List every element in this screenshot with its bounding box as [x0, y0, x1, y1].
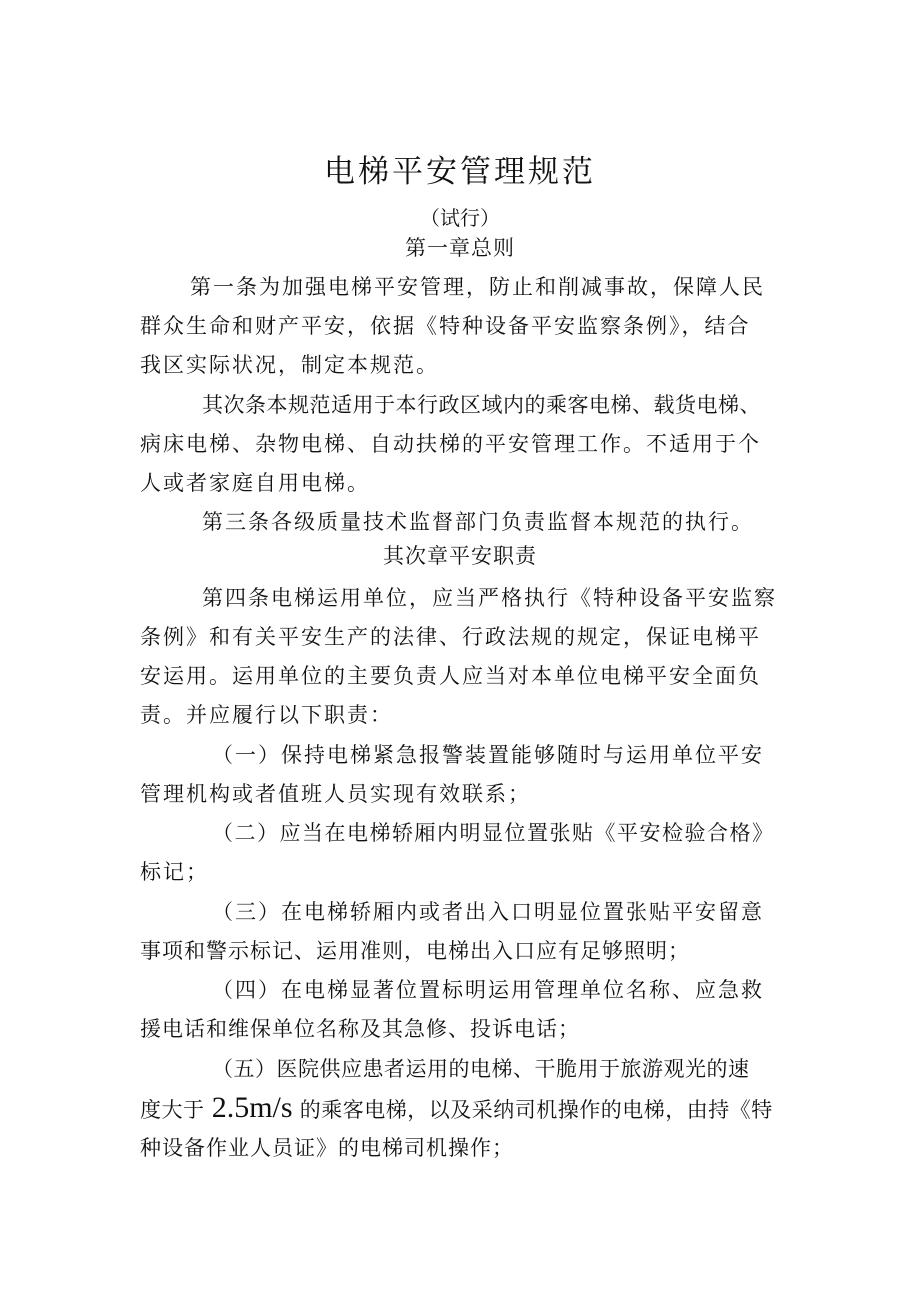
item-4-line-2: 援电话和维保单位名称及其急修、投诉电话； [140, 1017, 580, 1041]
article-4-line-1: 第四条电梯运用单位，应当严格执行《特种设备平安监察 [202, 586, 777, 610]
chapter-heading-1: 第一章总则 [405, 236, 515, 260]
article-4-line-3: 安运用。运用单位的主要负责人应当对本单位电梯平安全面负 [140, 664, 761, 688]
article-4-line-4: 责。并应履行以下职责： [140, 703, 393, 727]
article-2-line-1: 其次条本规范适用于本行政区域内的乘客电梯、载货电梯、 [202, 393, 761, 417]
item-4-line-1: （四）在电梯显著位置标明运用管理单位名称、应急救 [212, 978, 764, 1002]
item-5-line-2 [140, 1092, 773, 1126]
item-5-line-1: （五）医院供应患者运用的电梯、干脆用于旅游观光的速 [212, 1057, 750, 1081]
item-5-line-2-prefix: 度大于 [140, 1098, 205, 1122]
item-3-line-1: （三）在电梯轿厢内或者出入口明显位置张贴平安留意 [212, 900, 764, 924]
article-2-line-3: 人或者家庭自用电梯。 [140, 471, 370, 495]
item-5-line-2-suffix: 的乘客电梯，以及采纳司机操作的电梯，由持《特 [299, 1098, 773, 1122]
speed-value: 2.5m/s [211, 1091, 293, 1124]
document-subtitle: （试行） [420, 206, 500, 230]
article-1-line-2: 群众生命和财产平安，依据《特种设备平安监察条例》，结合 [140, 314, 751, 338]
item-2-line-2: 标记； [140, 860, 209, 884]
item-1-line-2: 管理机构或者值班人员实现有效联系； [140, 782, 531, 806]
item-5-line-3: 种设备作业人员证》的电梯司机操作； [140, 1136, 514, 1160]
chapter-heading-2: 其次章平安职责 [383, 544, 537, 568]
item-3-line-2: 事项和警示标记、运用准则，电梯出入口应有足够照明； [140, 939, 690, 963]
article-3-line-1: 第三条各级质量技术监督部门负责监督本规范的执行。 [202, 510, 754, 534]
article-1-line-1: 第一条为加强电梯平安管理，防止和削减事故，保障人民 [190, 275, 765, 299]
item-1-line-1: （一）保持电梯紧急报警装置能够随时与运用单位平安 [212, 743, 764, 767]
article-2-line-2: 病床电梯、杂物电梯、自动扶梯的平安管理工作。不适用于个 [140, 432, 761, 456]
document-title: 电梯平安管理规范 [324, 154, 596, 190]
article-4-line-2: 条例》和有关平安生产的法律、行政法规的规定，保证电梯平 [140, 625, 761, 649]
item-2-line-1: （二）应当在电梯轿厢内明显位置张贴《平安检验合格》 [212, 821, 775, 845]
article-1-line-3: 我区实际状况，制定本规范。 [140, 353, 439, 377]
